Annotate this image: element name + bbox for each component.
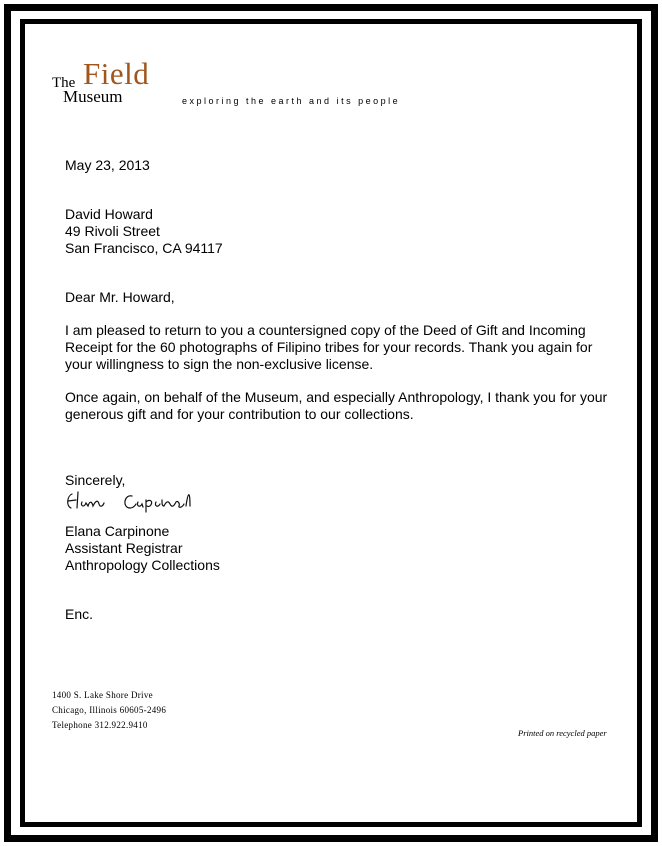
signer-title: Assistant Registrar bbox=[65, 540, 183, 556]
footer-telephone: Telephone 312.922.9410 bbox=[52, 720, 148, 730]
paragraph2-line2: generous gift and for your contribution to our collections. bbox=[65, 406, 414, 422]
enclosure: Enc. bbox=[65, 606, 94, 622]
signer-name: Elana Carpinone bbox=[65, 523, 170, 539]
logo-field: Field bbox=[83, 56, 150, 91]
recipient-city: San Francisco, CA 94117 bbox=[65, 240, 223, 256]
salutation: Dear Mr. Howard, bbox=[65, 289, 175, 305]
recipient-name: David Howard bbox=[65, 206, 153, 222]
logo-museum: Museum bbox=[63, 87, 123, 106]
tagline: exploring the earth and its people bbox=[182, 96, 401, 106]
paragraph2-line1: Once again, on behalf of the Museum, and especially Anthropology, I thank you for your bbox=[65, 389, 608, 405]
handwritten-signature bbox=[62, 486, 237, 514]
field-museum-logo bbox=[52, 58, 182, 108]
footer-city: Chicago, Illinois 60605-2496 bbox=[52, 705, 167, 715]
logo-the: The bbox=[52, 75, 76, 91]
signer-department: Anthropology Collections bbox=[65, 557, 220, 573]
recipient-street: 49 Rivoli Street bbox=[65, 223, 160, 239]
closing: Sincerely, bbox=[65, 472, 126, 488]
paragraph1-line2: Receipt for the 60 photographs of Filipino tribes for your records. Thank you again for bbox=[65, 339, 593, 355]
letter-date: May 23, 2013 bbox=[65, 157, 150, 173]
paragraph1-line1: I am pleased to return to you a countersigned copy of the Deed of Gift and Incoming bbox=[65, 322, 586, 338]
recycled-paper-note: Printed on recycled paper bbox=[518, 728, 607, 738]
footer-street: 1400 S. Lake Shore Drive bbox=[52, 690, 153, 700]
paragraph1-line3: your willingness to sign the non-exclusive license. bbox=[65, 356, 374, 372]
